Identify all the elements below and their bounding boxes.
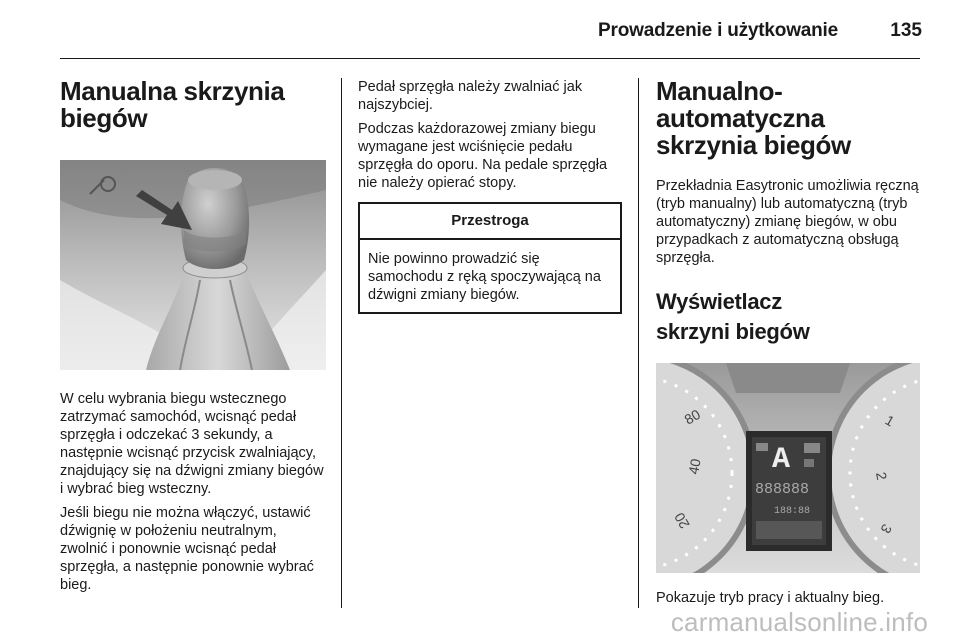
caution-title: Przestroga	[360, 204, 620, 240]
header-rule	[60, 58, 920, 59]
paragraph-release-clutch: Pedał sprzęgła należy zwalniać jak najszybciej.	[358, 79, 583, 113]
display-segment-digits: 888888	[755, 481, 810, 498]
paragraph-reverse-gear: W celu wybrania biegu wstecznego zatrzymać samochód, wcisnąć pedał sprzęgła i odczekać 3 sekundy, a następnie wcisnąć przycisk zwalniający, znajdujący się na dźwigni zmiany biegów i wybrać bieg wsteczny.	[60, 391, 324, 497]
right-column	[656, 78, 926, 613]
display-small-digits: 188:88	[774, 506, 811, 517]
gauge-left-label-3: 20	[670, 510, 693, 532]
gauge-left-label-2: 40	[685, 457, 704, 476]
caution-text: Nie powinno prowadzić się samochodu z ręką spoczywającą na dźwigni zmiany biegów.	[368, 251, 601, 303]
paragraph-gear-not-engaged: Jeśli biegu nie można włączyć, ustawić dźwignię w położeniu neutralnym, zwolnić i ponownie wcisnąć pedał sprzęgła, a następnie ponownie wybrać bieg.	[60, 505, 314, 593]
page-number: 135	[890, 20, 922, 41]
column-divider-1	[341, 78, 342, 608]
left-column	[60, 78, 328, 600]
display-mode-letter: A	[772, 443, 791, 477]
subheading-gear-display: Wyświetlacz skrzyni biegów	[656, 289, 810, 344]
gauge-right-label-2: 2	[873, 470, 891, 482]
gear-display-illustration	[656, 363, 920, 573]
middle-column	[358, 78, 622, 314]
section-heading-manual-gearbox: Manualna skrzynia biegów	[60, 76, 285, 133]
running-header-title: Prowadzenie i użytkowanie	[598, 20, 838, 41]
gauge-left-label-1: 80	[681, 405, 703, 428]
section-heading-automated-gearbox: Manualno-automatyczna skrzynia biegów	[656, 76, 851, 160]
gauge-right-label-1: 1	[882, 411, 898, 430]
caution-box	[358, 202, 622, 314]
gear-lever-illustration	[60, 160, 326, 370]
watermark: carmanualsonline.info	[670, 607, 928, 637]
display-caption: Pokazuje tryb pracy i aktualny bieg.	[656, 590, 885, 606]
paragraph-easytronic-intro: Przekładnia Easytronic umożliwia ręczną (tryb manualny) lub automatyczną (tryb automatyczny) zmianę biegów, w obu przypadkach z automatyczną obsługą sprzęgła.	[656, 178, 919, 266]
gauge-right-label-3: 3	[877, 521, 896, 537]
paragraph-clutch-depress: Podczas każdorazowej zmiany biegu wymagane jest wciśnięcie pedału sprzęgła do oporu. Na pedale sprzęgła nie należy opierać stopy.	[358, 121, 608, 191]
column-divider-2	[638, 78, 639, 608]
